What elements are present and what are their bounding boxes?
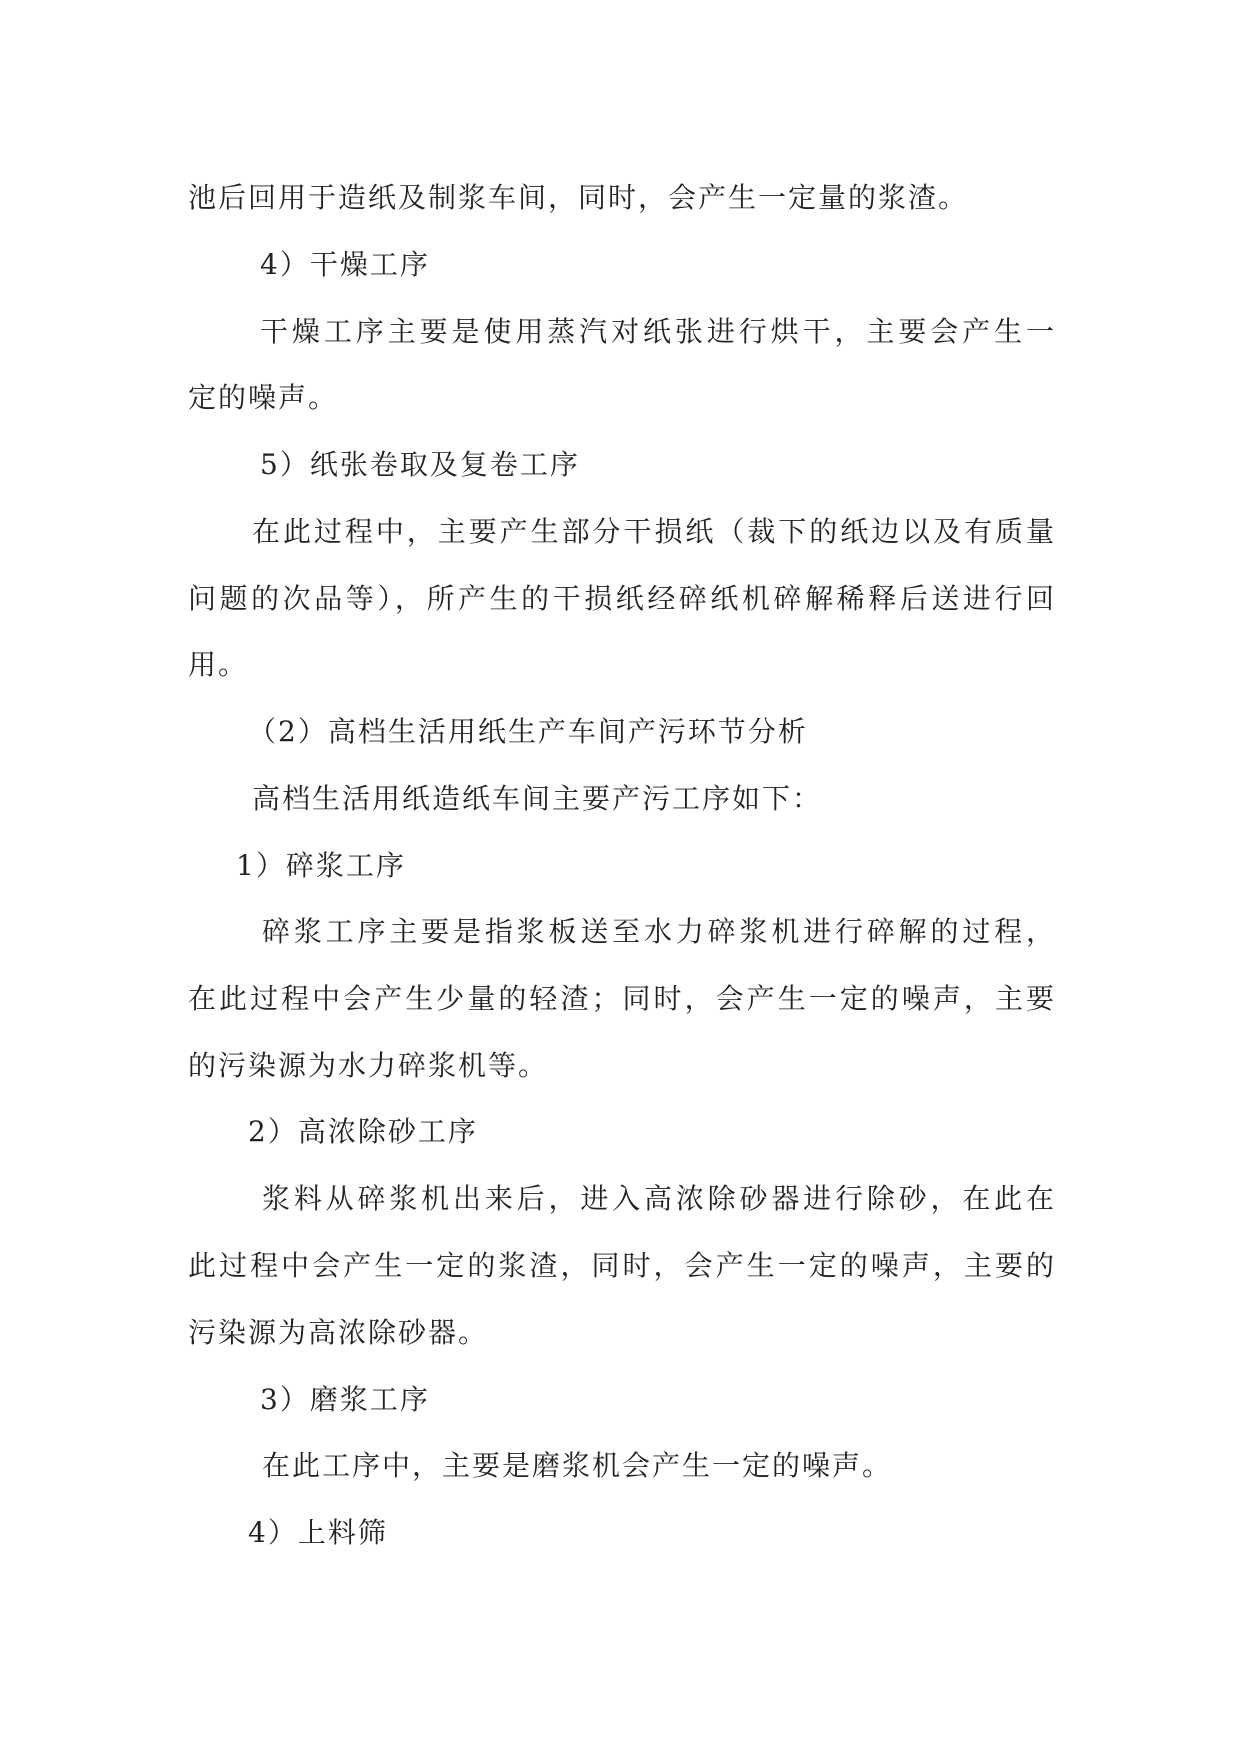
paragraph-line: 干燥工序主要是使用蒸汽对纸张进行烘干，主要会产生一 [260, 315, 1054, 348]
section-heading: 4）干燥工序 [260, 248, 430, 281]
paragraph-line: 用。 [188, 648, 249, 681]
section-heading: 2）高浓除砂工序 [248, 1115, 478, 1148]
paragraph-line: 浆料从碎浆机出来后，进入高浓除砂器进行除砂，在此在 [262, 1182, 1054, 1215]
paragraph-line: 此过程中会产生一定的浆渣，同时，会产生一定的噪声，主要的 [188, 1249, 1054, 1282]
paragraph-line: 定的噪声。 [188, 381, 339, 414]
paragraph-line: 污染源为高浓除砂器。 [188, 1316, 489, 1349]
paragraph-line: 问题的次品等），所产生的干损纸经碎纸机碎解稀释后送进行回 [188, 582, 1054, 615]
paragraph-line: 碎浆工序主要是指浆板送至水力碎浆机进行碎解的过程， [262, 915, 1054, 948]
section-heading: 5）纸张卷取及复卷工序 [260, 448, 580, 481]
paragraph-line: 高档生活用纸造纸车间主要产污工序如下： [252, 782, 823, 815]
section-heading: （2）高档生活用纸生产车间产污环节分析 [248, 715, 808, 748]
paragraph-line: 池后回用于造纸及制浆车间，同时，会产生一定量的浆渣。 [188, 181, 969, 214]
paragraph-line: 的污染源为水力碎浆机等。 [188, 1049, 549, 1082]
paragraph-line: 在此工序中，主要是磨浆机会产生一定的噪声。 [262, 1449, 893, 1482]
section-heading: 1）碎浆工序 [236, 849, 406, 882]
section-heading: 4）上料筛 [248, 1516, 388, 1549]
section-heading: 3）磨浆工序 [260, 1383, 430, 1416]
paragraph-line: 在此过程中会产生少量的轻渣；同时，会产生一定的噪声，主要 [188, 982, 1054, 1015]
paragraph-line: 在此过程中，主要产生部分干损纸（裁下的纸边以及有质量 [252, 515, 1054, 548]
